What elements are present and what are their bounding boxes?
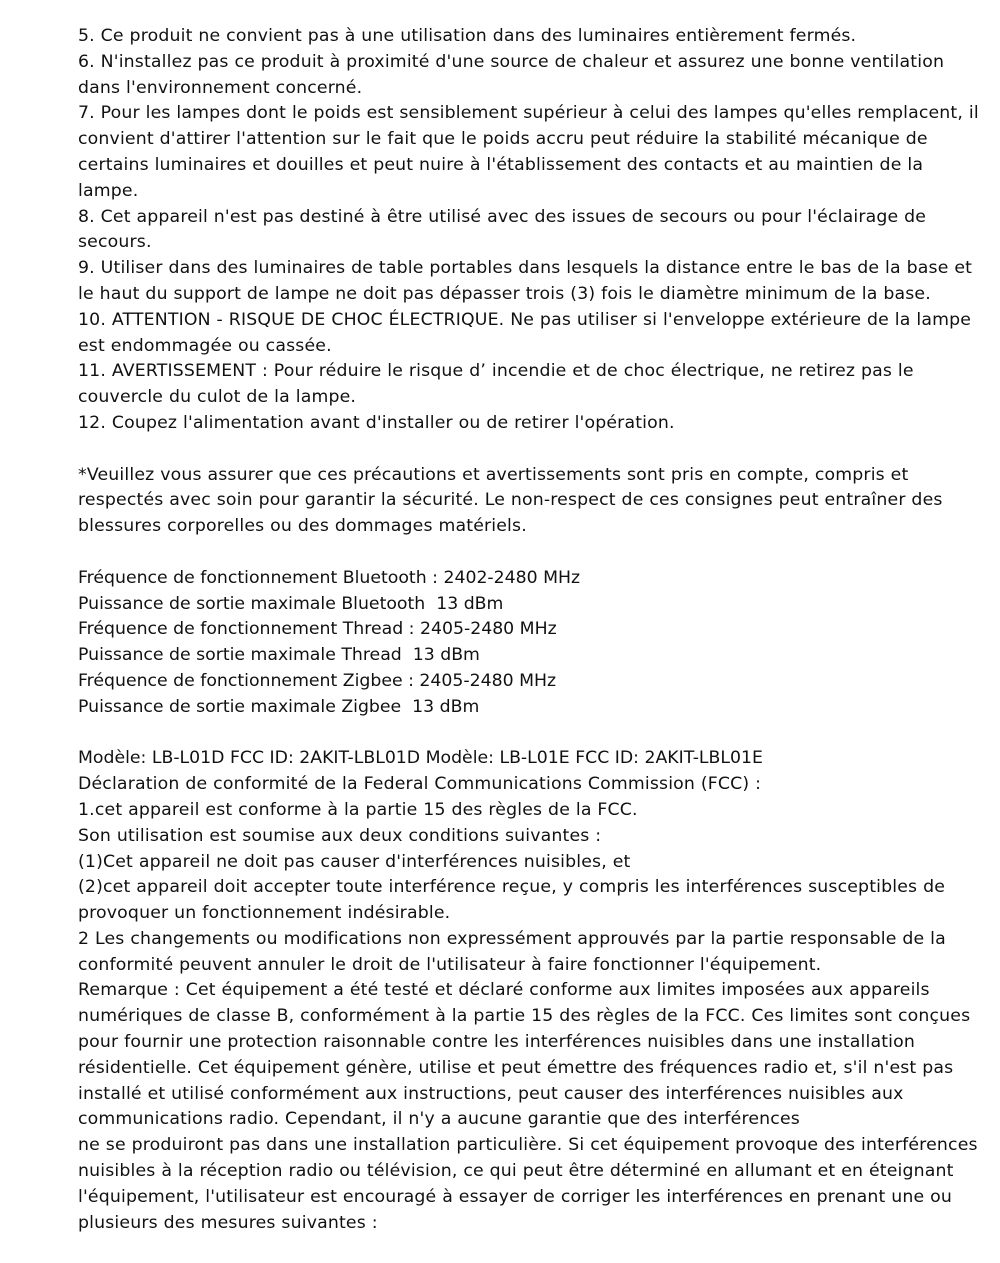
fcc-clause-2: 2 Les changements ou modifications non expressément approuvés par la partie responsable de la conformité peuvent annuler le droit de l'utilisateur à faire fonctionner l'équipement. (78, 928, 946, 975)
disclaimer-section (78, 463, 986, 540)
fcc-condition-two: (2)cet appareil doit accepter toute interférence reçue, y compris les interférences susceptibles de provoquer un fonctionnement indésirable. (78, 877, 946, 924)
fcc-compliance-section (78, 746, 986, 1236)
fcc-clause-1: 1.cet appareil est conforme à la partie 15 des règles de la FCC. (78, 799, 638, 820)
fcc-condition-one: (1)Cet appareil ne doit pas causer d'interférences nuisibles, et (78, 851, 631, 872)
rf-spec-line: Puissance de sortie maximale Thread 13 dBm (78, 645, 480, 666)
safety-notice-item: 11. AVERTISSEMENT : Pour réduire le risque d’ incendie et de choc électrique, ne retirez pas le couvercle du culot de la lampe. (78, 361, 914, 408)
safety-notice-item: 6. N'installez pas ce produit à proximité d'une source de chaleur et assurez une bonne ventilation dans l'environnement concerné. (78, 51, 945, 98)
section-spacer (78, 540, 984, 566)
safety-notice-item: 8. Cet appareil n'est pas destiné à être utilisé avec des issues de secours ou pour l'éclairage de secours. (78, 206, 927, 253)
fcc-remark-part-1: Remarque : Cet équipement a été testé et déclaré conforme aux limites imposées aux appareils numériques de classe B, conformément à la partie 15 des règles de la FCC. Ces limites sont conçues pour fournir une protection raisonnable contre les interférences nuisibles dans une installation résidentielle. Cet équipement génère, utilise et peut émettre des fréquences radio et, s'il n'est pas installé et utilisé conformément aux instructions, peut causer des interférences nuisibles aux communications radio. Cependant, il n'y a aucune garantie que des interférences (78, 980, 971, 1130)
rf-specifications-section (78, 566, 986, 721)
safety-notice-item: 7. Pour les lampes dont le poids est sensiblement supérieur à celui des lampes qu'elles remplacent, il convient d'attirer l'attention sur le fait que le poids accru peut réduire la stabilité mécanique de certains luminaires et douilles et peut nuire à l'établissement des contacts et au maintien de la lampe. (78, 103, 979, 201)
section-spacer (78, 721, 984, 747)
rf-spec-line: Fréquence de fonctionnement Thread : 2405-2480 MHz (78, 619, 557, 640)
fcc-remark-part-2: ne se produiront pas dans une installation particulière. Si cet équipement provoque des interférences nuisibles à la réception radio ou télévision, ce qui peut être déterminé en allumant et en éteignant l'équipement, l'utilisateur est encouragé à essayer de corriger les interférences en prenant une ou plusieurs des mesures suivantes : (78, 1135, 978, 1233)
section-spacer (78, 437, 984, 463)
disclaimer-text: *Veuillez vous assurer que ces précautions et avertissements sont pris en compte, compris et respectés avec soin pour garantir la sécurité. Le non-respect de ces consignes peut entraîner des blessures corporelles ou des dommages matériels. (78, 464, 943, 537)
safety-notice-item: 9. Utiliser dans des luminaires de table portables dans lesquels la distance entre le bas de la base et le haut du support de lampe ne doit pas dépasser trois (3) fois le diamètre minimum de la base. (78, 258, 973, 304)
safety-notice-item: 12. Coupez l'alimentation avant d'installer ou de retirer l'opération. (78, 412, 675, 433)
fcc-conditions-intro: Son utilisation est soumise aux deux conditions suivantes : (78, 825, 602, 846)
rf-spec-line: Puissance de sortie maximale Bluetooth 13 dBm (78, 593, 504, 614)
fcc-declaration-heading: Déclaration de conformité de la Federal Communications Commission (FCC) : (78, 774, 762, 795)
safety-notice-item: 10. ATTENTION - RISQUE DE CHOC ÉLECTRIQUE. Ne pas utiliser si l'enveloppe extérieure de la lampe est endommagée ou cassée. (78, 309, 972, 356)
model-and-fcc-id-line: Modèle: LB-L01D FCC ID: 2AKIT-LBL01D Modèle: LB-L01E FCC ID: 2AKIT-LBL01E (78, 748, 763, 769)
rf-spec-line: Puissance de sortie maximale Zigbee 13 dBm (78, 696, 480, 717)
safety-notice-item: 5. Ce produit ne convient pas à une utilisation dans des luminaires entièrement fermés. (78, 26, 857, 46)
safety-notices-section (78, 24, 986, 437)
rf-spec-line: Fréquence de fonctionnement Bluetooth : 2402-2480 MHz (78, 567, 581, 588)
rf-spec-line: Fréquence de fonctionnement Zigbee : 2405-2480 MHz (78, 670, 557, 691)
